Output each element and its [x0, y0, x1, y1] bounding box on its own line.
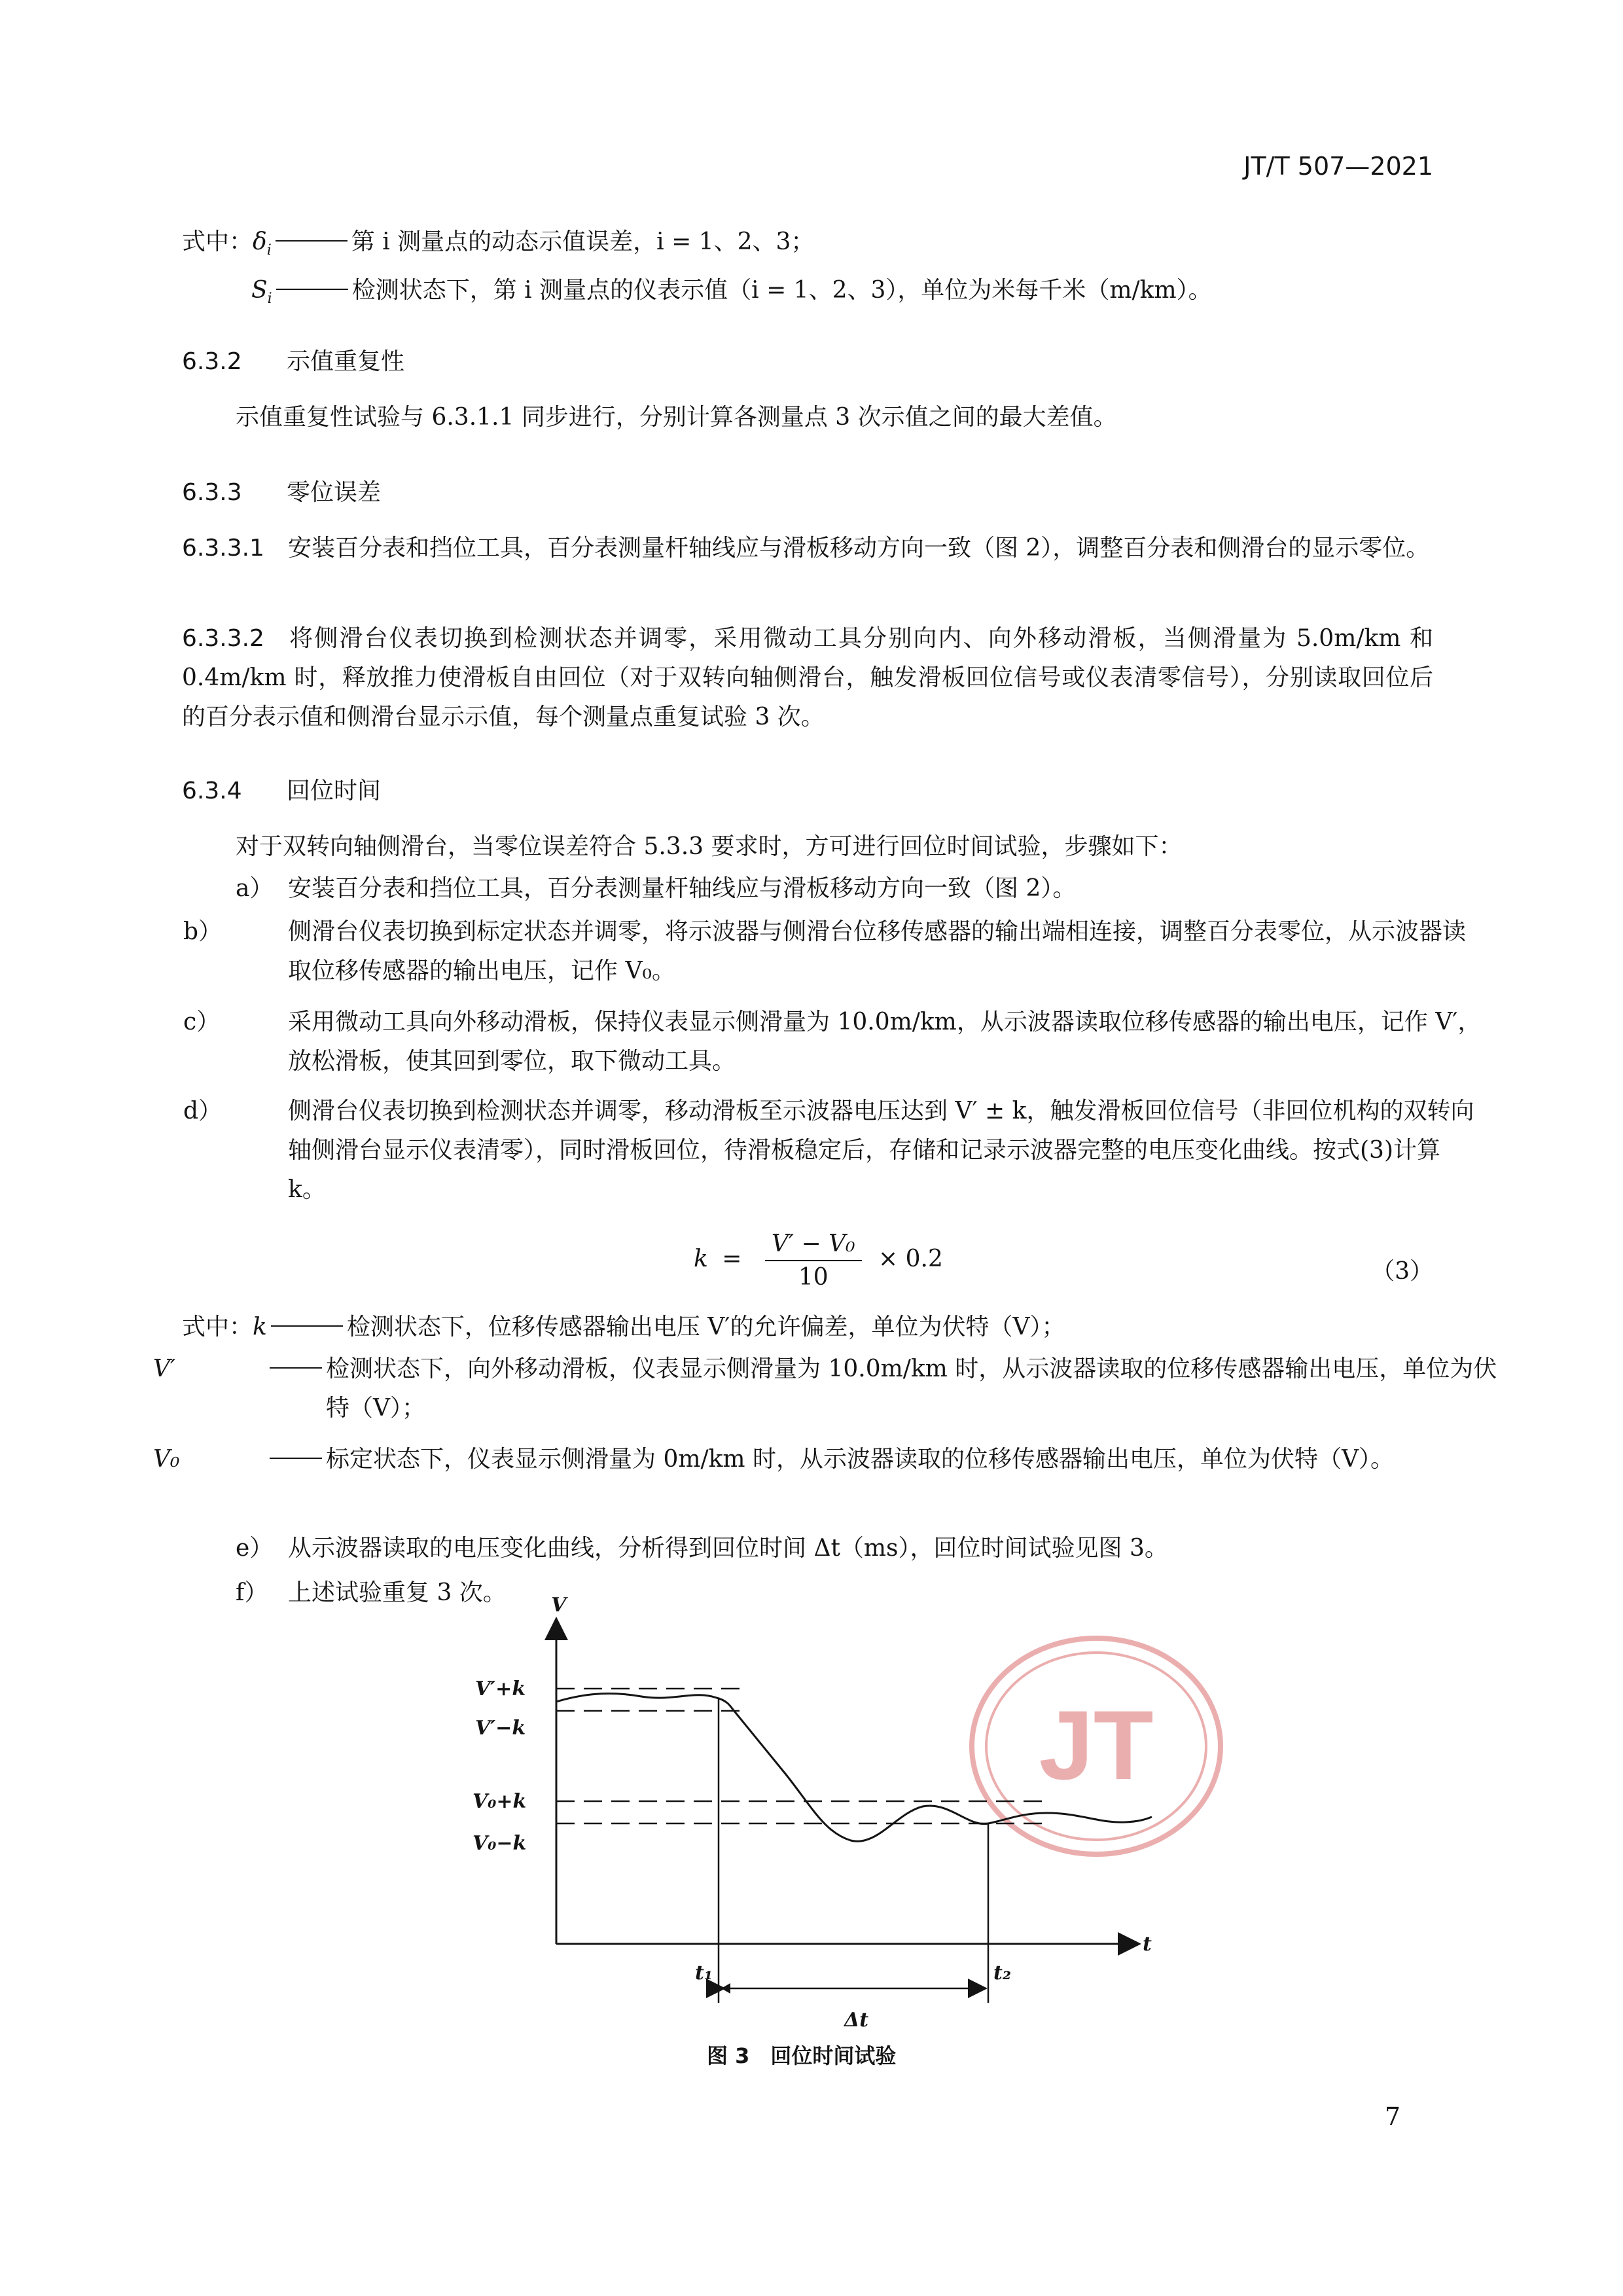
label-v0-minus-k: V₀−k: [473, 1832, 527, 1855]
step-marker: c）: [183, 1009, 221, 1035]
section-number: 6.3.4: [182, 778, 242, 804]
step-marker: e）: [236, 1535, 274, 1562]
section-number: 6.3.2: [182, 348, 242, 375]
step-text: 侧滑台仪表切换到检测状态并调零，移动滑板至示波器电压达到 V′ ± k，触发滑板回位信号（非回位机构的双转向轴侧滑台显示仪表清零），同时滑板回位，待滑板稳定后，存储和记录示波器完整的电压变化曲线。按式(3)计算 k。: [288, 1098, 1474, 1203]
step-text: 采用微动工具向外移动滑板，保持仪表显示侧滑量为 10.0m/km，从示波器读取位移传感器的输出电压，记作 V′，放松滑板，使其回到零位，取下微动工具。: [288, 1009, 1482, 1075]
step-text: 安装百分表和挡位工具，百分表测量杆轴线应与滑板移动方向一致（图 2）。: [288, 875, 1077, 902]
section-title: 零位误差: [287, 479, 382, 506]
x-axis-label: t: [1143, 1933, 1152, 1956]
step-text: 从示波器读取的电压变化曲线，分析得到回位时间 Δt（ms），回位时间试验见图 3。: [288, 1535, 1168, 1562]
section-6-3-4-intro: 对于双转向轴侧滑台，当零位误差符合 5.3.3 要求时，方可进行回位时间试验，步骤如下：: [236, 833, 1183, 860]
stamp-text: JT: [1039, 1690, 1154, 1800]
label-t2: t₂: [993, 1962, 1011, 1984]
label-t1: t₁: [695, 1962, 713, 1984]
clause-text: 将侧滑台仪表切换到检测状态并调零，采用微动工具分别向内、向外移动滑板，当侧滑量为 5.0m/km 和 0.4m/km 时，释放推力使滑板自由回位（对于双转向轴侧滑台，触发滑板回位信号或仪表清零信号），分别读取回位后的百分表示值和侧滑台显示示值，每个测量点重复试验 3 次。: [182, 625, 1433, 730]
symbol-k: k: [253, 1314, 267, 1340]
formula-tail: × 0.2: [878, 1246, 943, 1272]
page-number: 7: [1384, 2102, 1400, 2131]
clause-number: 6.3.3.2: [182, 625, 264, 652]
clause-number: 6.3.3.1: [182, 535, 264, 562]
label-delta-t: Δt: [844, 2009, 869, 2032]
symbol-s: S: [251, 277, 268, 304]
step-marker: f）: [236, 1579, 268, 1606]
symbol-delta: δ: [253, 228, 267, 255]
formula-denominator: 10: [798, 1264, 829, 1291]
step-text: 上述试验重复 3 次。: [288, 1579, 507, 1606]
section-title: 示值重复性: [287, 348, 405, 375]
definition-k-text: 检测状态下，位移传感器输出电压 V′的允许偏差，单位为伏特（V）；: [346, 1314, 1065, 1340]
step-text: 侧滑台仪表切换到标定状态并调零，将示波器与侧滑台位移传感器的输出端相连接，调整百分表零位，从示波器读取位移传感器的输出电压，记作 V₀。: [288, 918, 1467, 984]
definition-s-text: 检测状态下，第 i 测量点的仪表示值（i = 1、2、3），单位为米每千米（m/km）。: [351, 277, 1212, 304]
definition-v-prime-text: 检测状态下，向外移动滑板，仪表显示侧滑量为 10.0m/km 时，从示波器读取的位移传感器输出电压，单位为伏特（V）；: [326, 1355, 1497, 1422]
clause-text: 安装百分表和挡位工具，百分表测量杆轴线应与滑板移动方向一致（图 2），调整百分表和侧滑台的显示零位。: [287, 535, 1430, 562]
jt-stamp-watermark: [972, 1638, 1221, 1854]
formula-label: （3）: [1371, 1258, 1433, 1285]
label-v0-plus-k: V₀+k: [473, 1790, 527, 1813]
label-v-prime-minus-k: V′−k: [475, 1717, 526, 1740]
symbol-s-subscript: i: [267, 291, 272, 308]
step-marker: a）: [236, 875, 274, 902]
symbol-delta-subscript: i: [266, 242, 272, 259]
definition-v0: V₀ 标定状态下，仪表显示侧滑量为 0m/km 时，从示波器读取的位移传感器输出电压，单位为伏特（V）。: [153, 1446, 1395, 1473]
section-6-3-2-text: 示值重复性试验与 6.3.1.1 同步进行，分别计算各测量点 3 次示值之间的最大差值。: [236, 404, 1117, 431]
document-code: JT/T 507—2021: [1243, 152, 1433, 181]
label-v-prime-plus-k: V′+k: [475, 1677, 526, 1700]
step-marker: d）: [183, 1098, 223, 1124]
formula-numerator: V′ − V₀: [765, 1230, 862, 1261]
definition-v0-text: 标定状态下，仪表显示侧滑量为 0m/km 时，从示波器读取的位移传感器输出电压，单位为伏特（V）。: [326, 1446, 1395, 1473]
definition-delta-text: 第 i 测量点的动态示值误差，i = 1、2、3；: [351, 228, 815, 255]
y-axis-label: V: [551, 1594, 567, 1617]
figure-caption: 图 3 回位时间试验: [707, 2043, 897, 2068]
step-marker: b）: [183, 918, 223, 945]
definition-prefix: 式中：: [182, 1314, 253, 1340]
definition-prefix: 式中：: [182, 228, 253, 255]
definition-v-prime: V′ 检测状态下，向外移动滑板，仪表显示侧滑量为 10.0m/km 时，从示波器读取的位移传感器输出电压，单位为伏特（V）；: [153, 1355, 1497, 1422]
formula-equals: =: [722, 1246, 742, 1272]
section-title: 回位时间: [287, 778, 382, 804]
formula-lhs: k: [694, 1246, 708, 1272]
section-number: 6.3.3: [182, 479, 242, 506]
